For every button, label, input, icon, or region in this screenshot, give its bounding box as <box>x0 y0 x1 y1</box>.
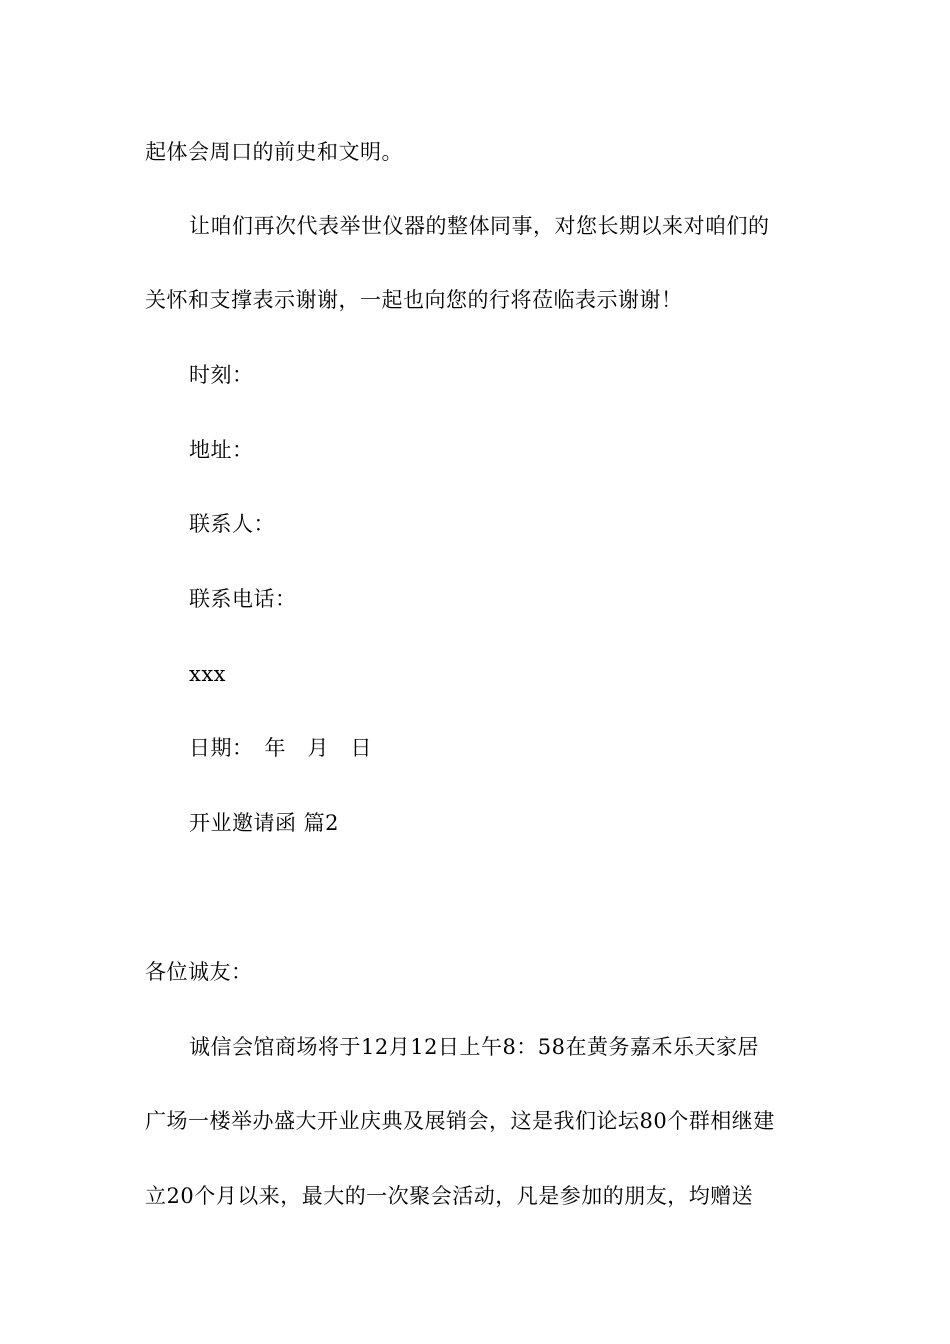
paragraph-line: 关怀和支撑表示谢谢，一起也向您的行将莅临表示谢谢！ <box>145 288 683 312</box>
contact-phone-label: 联系电话： <box>189 587 297 611</box>
paragraph-line: 让咱们再次代表举世仪器的整体同事，对您长期以来对咱们的 <box>189 214 770 238</box>
date-field-label: 日期： 年 月 日 <box>189 736 372 760</box>
time-field-label: 时刻： <box>189 363 254 387</box>
address-field-label: 地址： <box>189 438 254 462</box>
paragraph-line: 起体会周口的前史和文明。 <box>145 140 403 164</box>
section-heading: 开业邀请函 篇2 <box>189 811 340 835</box>
paragraph-line: 立20个月以来，最大的一次聚会活动，凡是参加的朋友，均赠送 <box>145 1184 754 1208</box>
signature-name: xxx <box>189 662 227 686</box>
contact-person-label: 联系人： <box>189 512 275 536</box>
paragraph-line: 广场一楼举办盛大开业庆典及展销会，这是我们论坛80个群相继建 <box>145 1109 775 1133</box>
paragraph-line: 诚信会馆商场将于12月12日上午8：58在黄务嘉禾乐天家居 <box>189 1035 760 1059</box>
salutation: 各位诚友： <box>145 960 253 984</box>
